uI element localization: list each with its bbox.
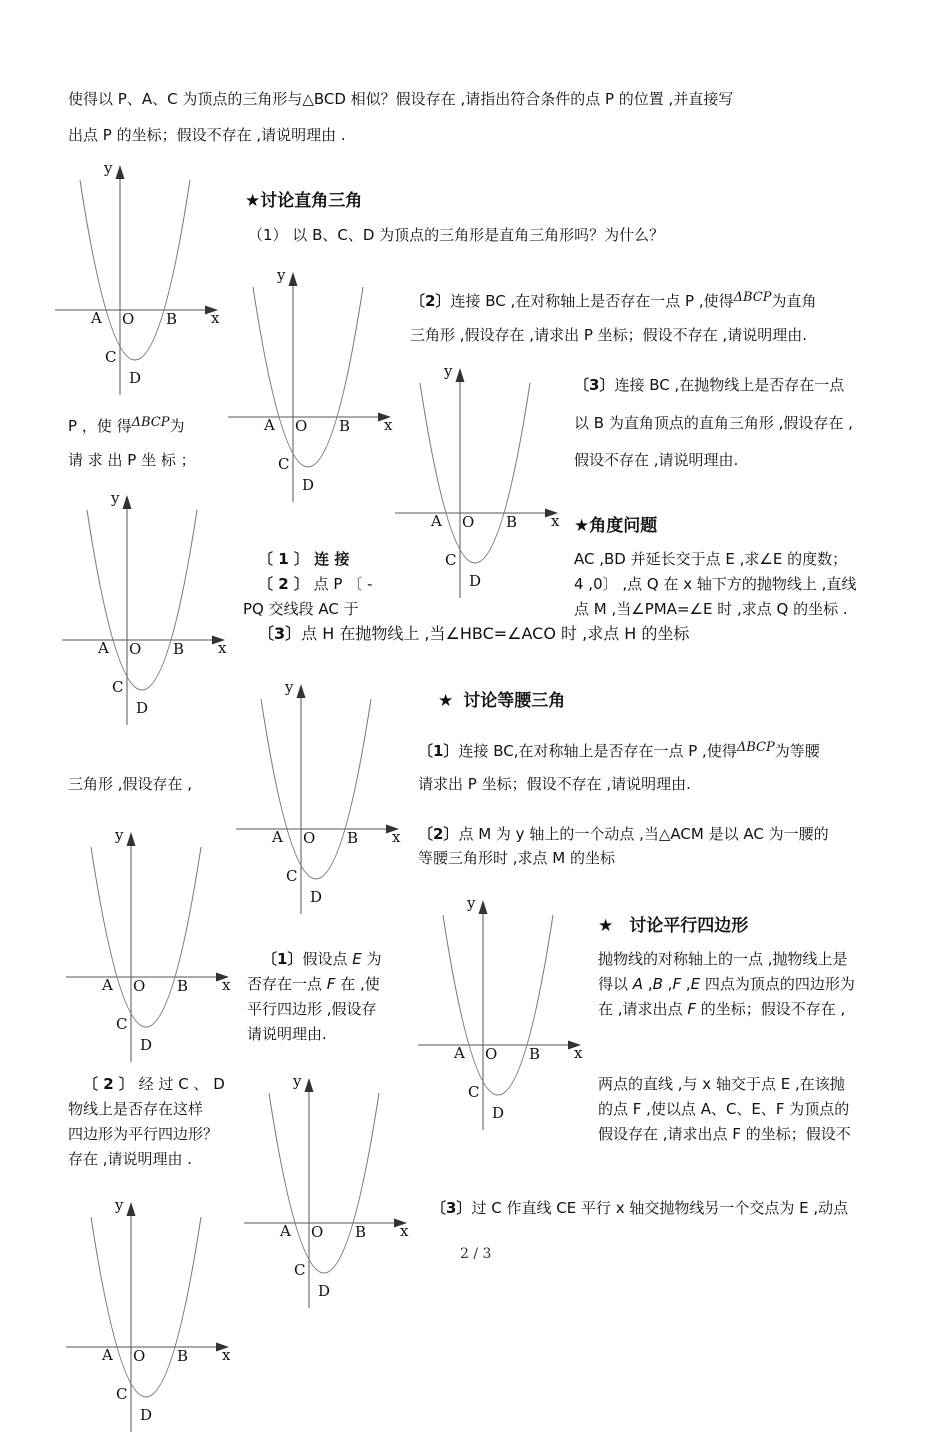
point-b-label: B [339, 417, 351, 435]
point-b-label: B [355, 1223, 367, 1241]
angle-line-3: 点 M ,当∠PMA=∠E 时 ,求点 Q 的坐标 . [574, 600, 848, 618]
y-axis-arrow-icon [289, 272, 298, 286]
parallelogram-q1-line-1 [262, 948, 381, 970]
triangle-bcp-symbol: ΔBCP [736, 740, 775, 755]
parabola-graph [236, 674, 411, 919]
angle-question-3 [258, 623, 689, 645]
x-label: x [574, 1044, 583, 1062]
question-number: 〔1〕 [418, 742, 459, 760]
x-label: x [400, 1222, 409, 1240]
question-text: 点 P 〔 - [308, 575, 373, 593]
parabola-graph [66, 1192, 241, 1437]
point-f: F [326, 975, 336, 993]
section-heading-right-triangle [245, 186, 362, 211]
question-text: 否存在一点 [247, 975, 327, 993]
parallelogram-q1-line-3: 平行四边形 ,假设存 [247, 1000, 377, 1018]
point-c-label: C [445, 551, 457, 569]
point-a-label: A [91, 309, 102, 327]
x-label: x [211, 309, 220, 327]
point-a: A [632, 975, 644, 993]
parabola-curve [91, 1217, 201, 1397]
heading-text: 讨论等腰三角 [463, 691, 566, 711]
point-b-label: B [529, 1045, 541, 1063]
point-c-label: C [112, 678, 124, 696]
graph-svg [66, 822, 241, 1067]
parabola-curve [269, 1093, 379, 1273]
parallelogram-q1-line-2 [247, 973, 380, 995]
graph-svg [418, 890, 593, 1135]
question-text: 连接 BC ,在抛物线上是否存在一点 [614, 376, 845, 394]
question-text: 经 过 C 、 D [133, 1075, 225, 1093]
angle-mid-line-2 [258, 573, 372, 595]
parallelogram-right-line-2 [598, 973, 855, 995]
parallelogram-q3 [431, 1197, 848, 1219]
origin-label: O [295, 417, 308, 435]
parabola-graph [418, 890, 593, 1135]
graph-svg [66, 1192, 241, 1437]
question-number: 〔2〕 [418, 825, 459, 843]
parabola-curve [80, 180, 190, 360]
fragment-text: , [662, 975, 673, 993]
y-label: y [111, 489, 120, 507]
point-b-label: B [347, 829, 359, 847]
point-b-label: B [506, 513, 518, 531]
x-label: x [218, 639, 227, 657]
question-number: 〔2〕 [410, 292, 451, 310]
point-c-label: C [294, 1261, 306, 1279]
y-axis-arrow-icon [297, 684, 306, 698]
parallelogram-q2-line-3: 四边形为平行四边形？ [68, 1125, 219, 1143]
point-d-label: D [302, 476, 315, 494]
y-axis-arrow-icon [116, 165, 125, 179]
y-axis-arrow-icon [479, 900, 488, 914]
question-number: 〔 2 〕 [83, 1075, 134, 1093]
page-number: 2 / 3 [460, 1246, 492, 1262]
parallelogram-q2-line-2: 物线上是否存在这样 [68, 1100, 204, 1118]
angle-line-2: 4 ,0〕 ,点 Q 在 x 轴下方的抛物线上 ,直线 [574, 575, 857, 593]
fragment-text: , [681, 975, 691, 993]
angle-mid-line-3: PQ 交线段 AC 于 [243, 600, 359, 618]
point-c-label: C [116, 1015, 128, 1033]
heading-text: 讨论平行四边形 [629, 916, 749, 936]
star-icon: ★ [598, 916, 614, 936]
question-2-line-1 [410, 287, 817, 312]
question-text: 过 C 作直线 CE 平行 x 轴交抛物线另一个交点为 E ,动点 [471, 1199, 849, 1217]
graph-svg [395, 358, 570, 603]
question-3-line-2: 以 B 为直角顶点的直角三角形 ,假设存在 , [574, 414, 853, 432]
fragment-text: 为 [169, 417, 185, 435]
fragment-text: P ，使 得 [68, 417, 132, 435]
isosceles-left-fragment: 三角形 ,假设存在 , [68, 775, 193, 793]
y-axis-arrow-icon [456, 368, 465, 382]
point-c-label: C [286, 867, 298, 885]
question-text: 为等腰 [774, 742, 820, 760]
question-text: 连接 BC ,在对称轴上是否存在一点 P ,使得 [450, 292, 734, 310]
y-label: y [277, 266, 286, 284]
y-label: y [115, 826, 124, 844]
isosceles-q2-line-2: 等腰三角形时 ,求点 M 的坐标 [418, 849, 616, 867]
fragment-text: , [643, 975, 653, 993]
point-d-label: D [129, 369, 142, 387]
section-heading-angle: ★角度问题 [574, 516, 658, 536]
question-2-line-2: 三角形 ,假设存在 ,请求出 P 坐标；假设不存在 ,请说明理由. [410, 326, 807, 344]
origin-label: O [133, 1347, 146, 1365]
graph-svg [236, 674, 411, 919]
triangle-bcp-symbol: ΔBCP [733, 290, 772, 305]
y-label: y [115, 1196, 124, 1214]
origin-label: O [133, 977, 146, 995]
section-heading-parallelogram [598, 911, 748, 936]
x-label: x [551, 512, 560, 530]
question-text: 假设点 [302, 950, 353, 968]
point-a-label: A [431, 512, 442, 530]
question-text: 点 H 在抛物线上 ,当∠HBC=∠ACO 时 ,求点 H 的坐标 [301, 624, 690, 643]
point-c-label: C [105, 348, 117, 366]
y-axis-arrow-icon [123, 495, 132, 509]
parabola-curve [261, 699, 371, 879]
question-1: （1） 以 B、C、D 为顶点的三角形是直角三角形吗？为什么？ [248, 226, 665, 244]
graph-svg [62, 485, 237, 730]
origin-label: O [462, 513, 475, 531]
parabola-graph [395, 358, 570, 603]
question-text: 连接 BC,在对称轴上是否存在一点 P ,使得 [458, 742, 737, 760]
point-f: F [672, 975, 682, 993]
point-a-label: A [280, 1222, 291, 1240]
parallelogram-q2-line-4: 存在 ,请说明理由 . [68, 1150, 193, 1168]
point-d-label: D [140, 1406, 153, 1424]
isosceles-q1-line-2: 请求出 P 坐标；假设不存在 ,请说明理由. [418, 775, 691, 793]
y-axis-arrow-icon [127, 1202, 136, 1216]
isosceles-q2-line-1 [418, 823, 829, 845]
y-axis-arrow-icon [127, 832, 136, 846]
parallelogram-q2-line-1 [83, 1073, 225, 1095]
point-d-label: D [318, 1282, 331, 1300]
intro-line-1: 使得以 P、A、C 为顶点的三角形与△BCD 相似？假设存在 ,请指出符合条件的点 P 的位置 ,并直接写 [68, 90, 734, 108]
origin-label: O [485, 1045, 498, 1063]
parabola-curve [87, 510, 197, 690]
parabola-curve [420, 383, 530, 563]
y-axis-arrow-icon [305, 1078, 314, 1092]
point-c-label: C [116, 1385, 128, 1403]
question-3-line-3: 假设不存在 ,请说明理由. [574, 451, 739, 469]
point-f: F [687, 1000, 696, 1018]
star-icon: ★ [438, 691, 454, 711]
question-3-line-1 [574, 374, 844, 396]
origin-label: O [122, 310, 135, 328]
parallelogram-right-line-3 [598, 998, 845, 1020]
fragment-text: 四点为顶点的四边形为 [700, 975, 855, 993]
parallelogram-q1-line-4: 请说明理由. [247, 1025, 327, 1043]
y-label: y [104, 159, 113, 177]
star-icon: ★ [245, 191, 261, 211]
x-label: x [222, 1346, 231, 1364]
point-d-label: D [136, 699, 149, 717]
origin-label: O [129, 640, 142, 658]
question-text: 点 M 为 y 轴上的一个动点 ,当△ACM 是以 AC 为一腰的 [458, 825, 829, 843]
point-d-label: D [310, 888, 323, 906]
point-a-label: A [102, 976, 113, 994]
graph-svg [244, 1068, 419, 1313]
intro-line-2: 出点 P 的坐标；假设不存在 ,请说明理由 . [68, 126, 346, 144]
parabola-graph [66, 822, 241, 1067]
origin-label: O [303, 829, 316, 847]
angle-line-1: AC ,BD 并延长交于点 E ,求∠E 的度数； [574, 550, 848, 568]
question-text: 为 [361, 950, 382, 968]
fragment-text: 的坐标；假设不存在 , [695, 1000, 846, 1018]
parabola-graph [55, 155, 230, 400]
x-label: x [392, 828, 401, 846]
question-number: 〔3〕 [431, 1199, 472, 1217]
point-b-label: B [177, 1347, 189, 1365]
y-label: y [285, 678, 294, 696]
heading-text: 讨论直角三角 [260, 191, 363, 211]
point-a-label: A [102, 1346, 113, 1364]
parabola-curve [443, 915, 553, 1095]
point-a-label: A [272, 828, 283, 846]
parabola-graph [62, 485, 237, 730]
parabola-curve [253, 287, 363, 467]
question-number: 〔1〕 [262, 950, 303, 968]
y-label: y [467, 894, 476, 912]
parallelogram-right-line-5: 的点 F ,使以点 A、C、E、F 为顶点的 [598, 1100, 850, 1118]
point-e: E [352, 950, 362, 968]
left-fragment-line-2: 请 求 出 P 坐 标 ； [68, 451, 196, 469]
parabola-graph [228, 262, 403, 507]
triangle-bcp-symbol: ΔBCP [131, 415, 170, 430]
fragment-text: 得以 [598, 975, 633, 993]
section-heading-isosceles [438, 686, 565, 711]
parallelogram-right-line-1: 抛物线的对称轴上的一点 ,抛物线上是 [598, 950, 848, 968]
question-number: 〔3〕 [574, 376, 615, 394]
point-a-label: A [264, 416, 275, 434]
point-b: B [652, 975, 663, 993]
point-a-label: A [98, 639, 109, 657]
angle-mid-line-1: 〔 1 〕 连 接 [258, 550, 350, 568]
point-e: E [690, 975, 701, 993]
point-b-label: B [166, 310, 178, 328]
x-label: x [222, 976, 231, 994]
point-d-label: D [140, 1036, 153, 1054]
question-text: 在 ,使 [335, 975, 380, 993]
point-c-label: C [278, 455, 290, 473]
y-label: y [444, 362, 453, 380]
fragment-text: 在 ,请求出点 [598, 1000, 688, 1018]
question-text: 为直角 [771, 292, 817, 310]
point-d-label: D [492, 1104, 505, 1122]
point-a-label: A [454, 1044, 465, 1062]
point-c-label: C [468, 1083, 480, 1101]
question-number: 〔3〕 [258, 624, 302, 643]
y-label: y [293, 1072, 302, 1090]
point-b-label: B [173, 640, 185, 658]
point-d-label: D [469, 572, 482, 590]
parallelogram-right-line-4: 两点的直线 ,与 x 轴交于点 E ,在该抛 [598, 1075, 845, 1093]
graph-svg [55, 155, 230, 400]
point-b-label: B [177, 977, 189, 995]
origin-label: O [311, 1223, 324, 1241]
x-label: x [384, 416, 393, 434]
parabola-curve [91, 847, 201, 1027]
left-fragment-line-1 [68, 412, 185, 437]
isosceles-q1-line-1 [418, 737, 820, 762]
parabola-graph [244, 1068, 419, 1313]
graph-svg [228, 262, 403, 507]
question-number: 〔 2 〕 [258, 575, 309, 593]
parallelogram-right-line-6: 假设存在 ,请求出点 F 的坐标；假设不 [598, 1125, 851, 1143]
